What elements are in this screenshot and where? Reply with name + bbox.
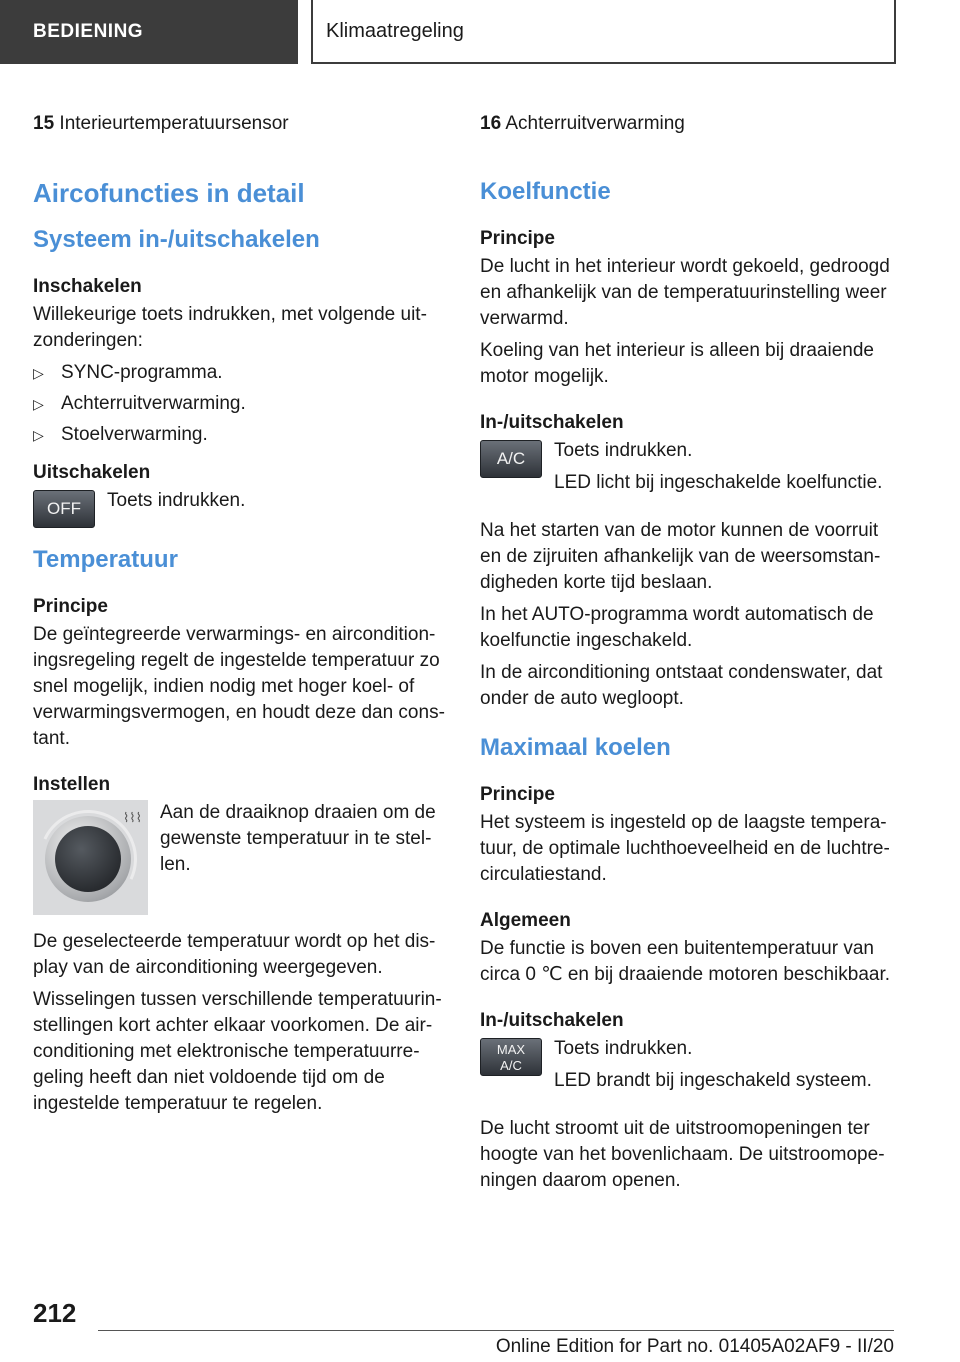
knob-row (33, 800, 451, 915)
condensation-paragraph: Na het starten van de motor kunnen de voorruit en de zijruiten afhankelijk van de weersomstan-digheden korte tijd beslaan. (480, 520, 881, 593)
caption-text: Interieurtemperatuursensor (59, 113, 289, 134)
max-principe-title: Principe (480, 784, 555, 805)
max-ac-button-image: MAX A/C (480, 1038, 542, 1076)
subheading-systeem: Systeem in-/uitschakelen (33, 226, 320, 253)
wisselingen-paragraph: Wisselingen tussen verschillende temperatuurin-stellingen kort achter elkaar voorkomen. De air-conditioning met elektronische temperatuurre-geling heeft dan niet voldoende tijd om de ingestelde temperatuur te regelen. (33, 989, 442, 1114)
inuit-title: In-/uitschakelen (480, 412, 624, 433)
off-button-row (33, 488, 451, 528)
figure-caption-15 (33, 110, 451, 138)
display-paragraph: De geselecteerde temperatuur wordt op het dis-play van de airconditioning weergegeven. (33, 931, 436, 978)
off-button-image: OFF (33, 490, 95, 528)
subheading-maximaal-koelen: Maximaal koelen (480, 734, 671, 761)
triangle-right-icon: ▷ (33, 427, 44, 443)
algemeen-text: De functie is boven een buitentemperatuur van circa 0 ℃ en bij draaiende motoren beschikbaar. (480, 938, 891, 985)
principe-p2: Koeling van het interieur is alleen bij draaiende motor mogelijk. (480, 340, 874, 387)
temperature-knob-image (33, 800, 148, 915)
section-tab: BEDIENING (0, 0, 298, 64)
max-text-2: LED brandt bij ingeschakeld systeem. (554, 1070, 872, 1091)
principe-p1: De lucht in het interieur wordt gekoeld, gedroogd en afhankelijk van de temperatuurinstelling weer verwarmd. (480, 256, 890, 329)
caption-number: 15 (33, 113, 55, 134)
uitschakelen-text: Toets indrukken. (107, 490, 246, 511)
list-item: ▷ Stoelverwarming. (33, 422, 451, 448)
edition-text: Online Edition for Part no. 01405A02AF9 - II/20 (495, 1336, 894, 1357)
caption-number: 16 (480, 113, 502, 134)
auto-paragraph: In het AUTO-programma wordt automatisch de koelfunctie ingeschakeld. (480, 604, 874, 651)
max-ac-button-row (480, 1036, 898, 1100)
algemeen-title: Algemeen (480, 910, 571, 931)
principe-text: De geïntegreerde verwarmings- en aircondition-ingsregeling regelt de ingestelde temperatuur zo snel mogelijk, indien nodig met hoger koel- of verwarmingsvermogen, en houdt deze dan cons-tant. (33, 624, 445, 749)
list-item: ▷ SYNC-programma. (33, 360, 451, 386)
exception-list (33, 360, 451, 448)
instellen-title: Instellen (33, 774, 111, 795)
condenswater-paragraph: In de airconditioning ontstaat condenswater, dat onder de auto wegloopt. (480, 662, 883, 709)
ac-button-row (480, 438, 898, 502)
figure-caption-16 (480, 110, 898, 138)
section-heading-aircofuncties: Aircofuncties in detail (33, 178, 305, 208)
max-inuit-title: In-/uitschakelen (480, 1010, 624, 1031)
airflow-paragraph: De lucht stroomt uit de uitstroomopeningen ter hoogte van het bovenlichaam. De uitstroomope-ningen daarom openen. (480, 1118, 885, 1191)
max-text-1: Toets indrukken. (554, 1038, 693, 1059)
principe-title: Principe (33, 596, 108, 617)
list-item: ▷ Achterruitverwarming. (33, 391, 451, 417)
ac-text-1: Toets indrukken. (554, 440, 693, 461)
triangle-right-icon: ▷ (33, 396, 44, 412)
page-header (0, 0, 960, 66)
subheading-temperatuur: Temperatuur (33, 546, 178, 573)
principe-title: Principe (480, 228, 555, 249)
left-column (33, 110, 451, 1123)
inschakelen-title: Inschakelen (33, 276, 142, 297)
inschakelen-text: Willekeurige toets indrukken, met volgende uit-zonderingen: (33, 304, 427, 351)
ac-text-2: LED licht bij ingeschakelde koelfunctie. (554, 472, 883, 493)
instellen-text: Aan de draaiknop draaien om de gewenste temperatuur in te stel-len. (160, 802, 436, 875)
ac-button-image: A/C (480, 440, 542, 478)
page-number: 212 (33, 1298, 77, 1328)
triangle-right-icon: ▷ (33, 365, 44, 381)
chapter-title: Klimaatregeling (311, 0, 896, 64)
subheading-koelfunctie: Koelfunctie (480, 178, 611, 205)
uitschakelen-title: Uitschakelen (33, 462, 151, 483)
caption-text: Achterruitverwarming (505, 113, 685, 134)
heat-icon: ⌇⌇⌇ (122, 810, 142, 825)
footer-divider (98, 1330, 894, 1331)
right-column (480, 110, 898, 1200)
max-principe-text: Het systeem is ingesteld op de laagste tempera-tuur, de optimale luchthoeveelheid en de luchtre-circulatiestand. (480, 812, 890, 885)
